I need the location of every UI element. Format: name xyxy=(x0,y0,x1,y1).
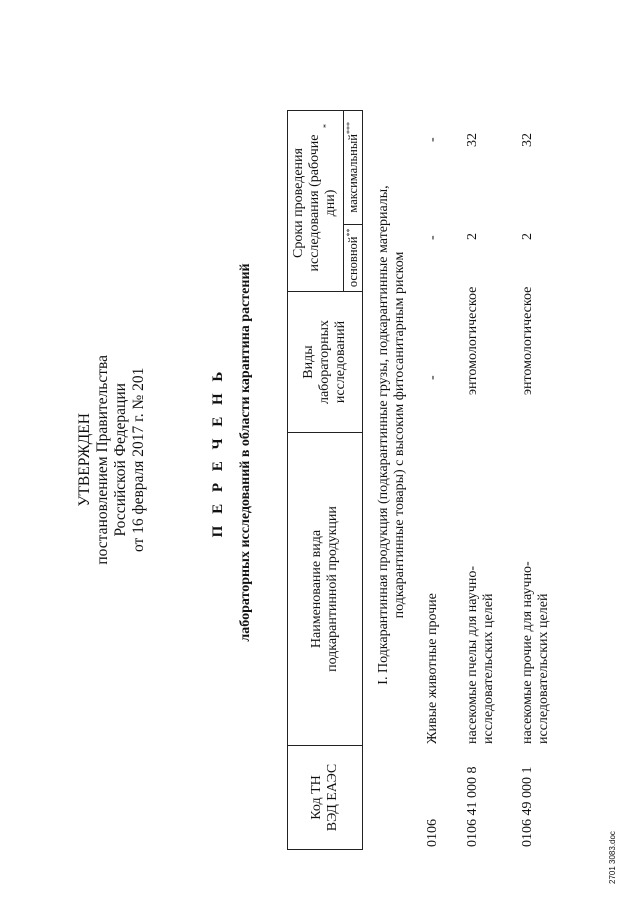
row-2-kind: энтомологическое xyxy=(465,286,480,395)
row-3-basic: 2 xyxy=(520,233,535,240)
header-max-mark: *** xyxy=(344,122,354,135)
row-3-name: насекомые прочие для научно-исследовательских целей xyxy=(520,561,551,744)
header-kind-text: Виды лабораторных исследований xyxy=(301,320,348,405)
row-1-code: 0106 xyxy=(425,819,440,847)
approval-block xyxy=(76,355,148,565)
header-terms-text: Сроки проведения исследования (рабочие дни) xyxy=(291,134,339,272)
header-basic-text: основной xyxy=(345,236,360,288)
document-subtitle: лабораторных исследований в области карантина растений xyxy=(238,263,253,642)
header-terms xyxy=(288,111,344,292)
header-terms-mark: * xyxy=(321,124,331,128)
row-2-basic: 2 xyxy=(465,233,480,240)
header-max xyxy=(343,111,362,225)
header-kind xyxy=(288,292,363,433)
row-1-basic: - xyxy=(425,235,440,240)
row-3-code: 0106 49 000 1 xyxy=(520,766,535,847)
header-code xyxy=(288,746,363,850)
row-3-max: 32 xyxy=(520,133,535,147)
row-2-name: насекомые пчелы для научно-исследовательских целей xyxy=(465,566,496,744)
header-basic xyxy=(343,224,362,291)
header-code-text: Код ТН ВЭД ЕАЭС xyxy=(309,763,340,832)
approval-line-1: УТВЕРЖДЕН xyxy=(76,413,93,507)
row-2-code: 0106 41 000 8 xyxy=(465,766,480,847)
document-title: П Е Р Е Ч Е Н Ь xyxy=(210,367,226,538)
header-table xyxy=(287,110,363,850)
approval-line-3: Российской Федерации xyxy=(112,383,129,537)
row-2-max: 32 xyxy=(465,133,480,147)
approval-line-2: постановлением Правительства xyxy=(94,355,111,565)
header-name xyxy=(288,433,363,746)
header-max-text: максимальный xyxy=(345,134,360,213)
approval-line-4: от 16 февраля 2017 г. № 201 xyxy=(130,367,147,553)
document-id: 2701 3083.doc xyxy=(608,831,617,884)
row-1-name: Живые животные прочие xyxy=(425,593,440,744)
row-1-max: - xyxy=(425,137,440,142)
section-heading: I. Подкарантинная продукция (подкарантинные грузы, подкарантинные материалы, подкарантинные товары) с высоким фитосанитарным риском xyxy=(376,185,407,685)
row-3-kind: энтомологическое xyxy=(520,286,535,395)
row-1-kind: - xyxy=(425,375,440,380)
header-name-text: Наименование вида подкарантинной продукции xyxy=(309,506,340,672)
header-basic-mark: ** xyxy=(344,228,354,237)
